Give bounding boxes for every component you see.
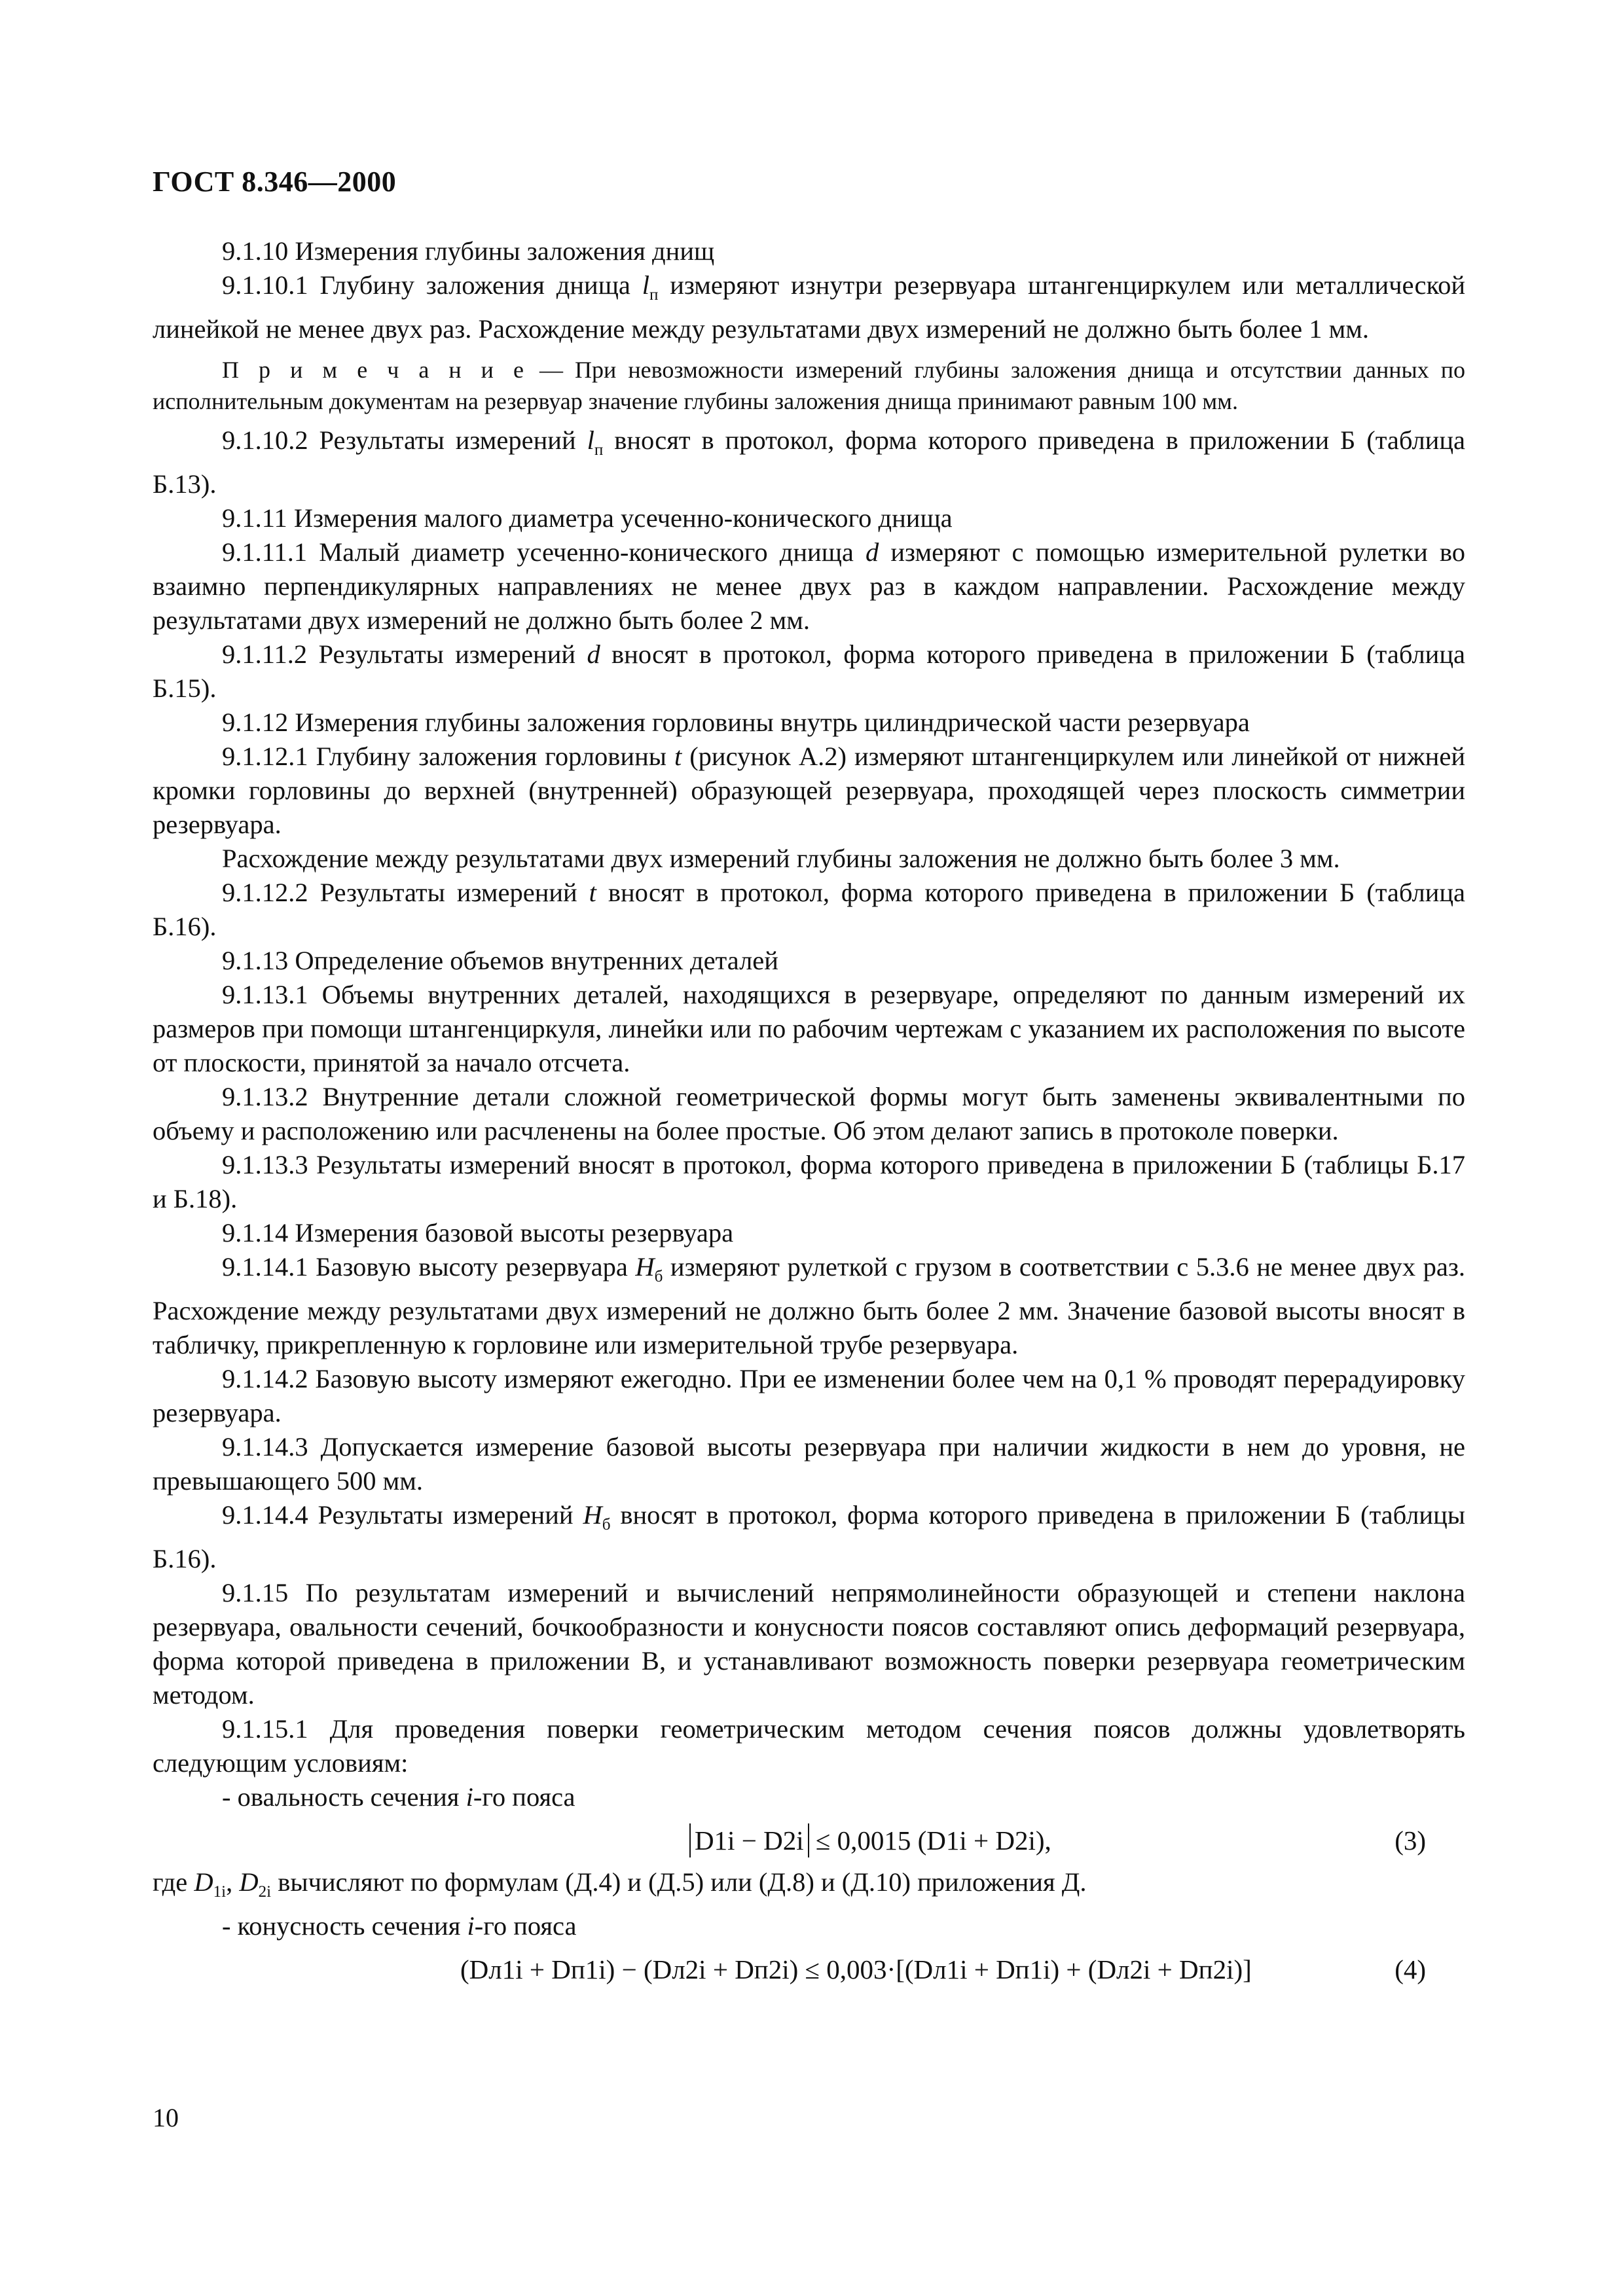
- paragraph: 9.1.14.2 Базовую высоту измеряют ежегодно. При ее изменении более чем на 0,1 % проводят перерадуировку резервуара.: [153, 1364, 1465, 1428]
- formula-3-number: (3): [1395, 1825, 1426, 1856]
- paragraph: 9.1.10.1 Глубину заложения днища $l_п$ измеряют изнутри резервуара штангенциркулем или металлической линейкой не менее двух раз. Расхождение между результатами двух измерений не должно быть более 1 мм.: [153, 270, 1465, 344]
- paragraph: 9.1.11 Измерения малого диаметра усеченно-конического днища: [222, 503, 953, 533]
- paragraph: 9.1.13.1 Объемы внутренних деталей, находящихся в резервуаре, определяют по данным измерений их размеров при помощи штангенциркуля, линейки или по рабочим чертежам с указанием их расположения по высоте от плоскости, принятой за начало отсчета.: [153, 980, 1465, 1078]
- paragraph: 9.1.15.1 Для проведения поверки геометрическим методом сечения поясов должны удовлетворять следующим условиям:: [153, 1714, 1465, 1778]
- paragraph: 9.1.10 Измерения глубины заложения днищ: [222, 236, 715, 266]
- document-body: [153, 234, 1465, 1994]
- paragraph: 9.1.12.2 Результаты измерений t вносят в протокол, форма которого приведена в приложении Б (таблица Б.16).: [153, 878, 1465, 942]
- paragraph: где $D_{1i}$, $D_{2i}$ вычисляют по формулам (Д.4) и (Д.5) или (Д.8) и (Д.10) приложения Д.: [153, 1867, 1087, 1901]
- paragraph: 9.1.12 Измерения глубины заложения горловины внутрь цилиндрической части резервуара: [222, 708, 1250, 738]
- paragraph: 9.1.10.2 Результаты измерений $l_п$ вносят в протокол, форма которого приведена в приложении Б (таблица Б.13).: [153, 425, 1466, 499]
- paragraph: 9.1.11.2 Результаты измерений d вносят в протокол, форма которого приведена в приложении Б (таблица Б.15).: [153, 639, 1465, 704]
- paragraph: - конусность сечения i-го пояса: [222, 1911, 577, 1941]
- formula-4: [153, 1943, 1465, 1994]
- document-header: ГОСТ 8.346—2000: [153, 166, 397, 198]
- formula-3-expression: D1i − D2i ≤ 0,0015 (D1i + D2i),: [689, 1823, 1051, 1857]
- formula-3: [153, 1814, 1465, 1865]
- paragraph: 9.1.14.4 Результаты измерений $H_б$ вносят в протокол, форма которого приведена в приложении Б (таблицы Б.16).: [153, 1500, 1465, 1574]
- paragraph: 9.1.14.1 Базовую высоту резервуара $H_б$ измеряют рулеткой с грузом в соответствии с 5.3.6 не менее двух раз. Расхождение между результатами двух измерений не должно быть более 2 мм. Значение базовой высоты вносят в табличку, прикрепленную к горловине или измерительной трубе резервуара.: [153, 1252, 1465, 1360]
- paragraph: - овальность сечения i-го пояса: [222, 1782, 575, 1812]
- paragraph: 9.1.12.1 Глубину заложения горловины t (рисунок А.2) измеряют штангенциркулем или линейкой от нижней кромки горловины до верхней (внутренней) образующей резервуара, проходящей через плоскость симметрии резервуара.: [153, 742, 1465, 840]
- page-number: 10: [153, 2103, 179, 2132]
- paragraph: 9.1.14.3 Допускается измерение базовой высоты резервуара при наличии жидкости в нем до уровня, не превышающего 500 мм.: [153, 1432, 1465, 1496]
- paragraph: Расхождение между результатами двух измерений глубины заложения не должно быть более 3 мм.: [222, 844, 1340, 874]
- note: П р и м е ч а н и е — При невозможности измерений глубины заложения днища и отсутствии данных по исполнительным документам на резервуар значение глубины заложения днища принимают равным 100 мм.: [153, 357, 1465, 415]
- paragraph: 9.1.14 Измерения базовой высоты резервуара: [222, 1218, 734, 1248]
- paragraph: 9.1.11.1 Малый диаметр усеченно-конического днища d измеряют с помощью измерительной рулетки во взаимно перпендикулярных направлениях не менее двух раз в каждом направлении. Расхождение между результатами двух измерений не должно быть более 2 мм.: [153, 537, 1465, 636]
- formula-4-expression: (Dл1i + Dп1i) − (Dл2i + Dп2i) ≤ 0,003·[(Dл1i + Dп1i) + (Dл2i + Dп2i)]: [460, 1954, 1252, 1985]
- formula-4-number: (4): [1395, 1954, 1426, 1985]
- paragraph: 9.1.13.2 Внутренние детали сложной геометрической формы могут быть заменены эквивалентными по объему и расположению или расчленены на более простые. Об этом делают запись в протоколе поверки.: [153, 1082, 1465, 1146]
- paragraph: 9.1.13 Определение объемов внутренних деталей: [222, 946, 778, 976]
- paragraph: 9.1.15 По результатам измерений и вычислений непрямолинейности образующей и степени наклона резервуара, овальности сечений, бочкообразности и конусности поясов составляют опись деформаций резервуара, форма которой приведена в приложении В, и устанавливают возможность поверки резервуара геометрическим методом.: [153, 1578, 1465, 1710]
- paragraph: 9.1.13.3 Результаты измерений вносят в протокол, форма которого приведена в приложении Б (таблицы Б.17 и Б.18).: [153, 1150, 1465, 1214]
